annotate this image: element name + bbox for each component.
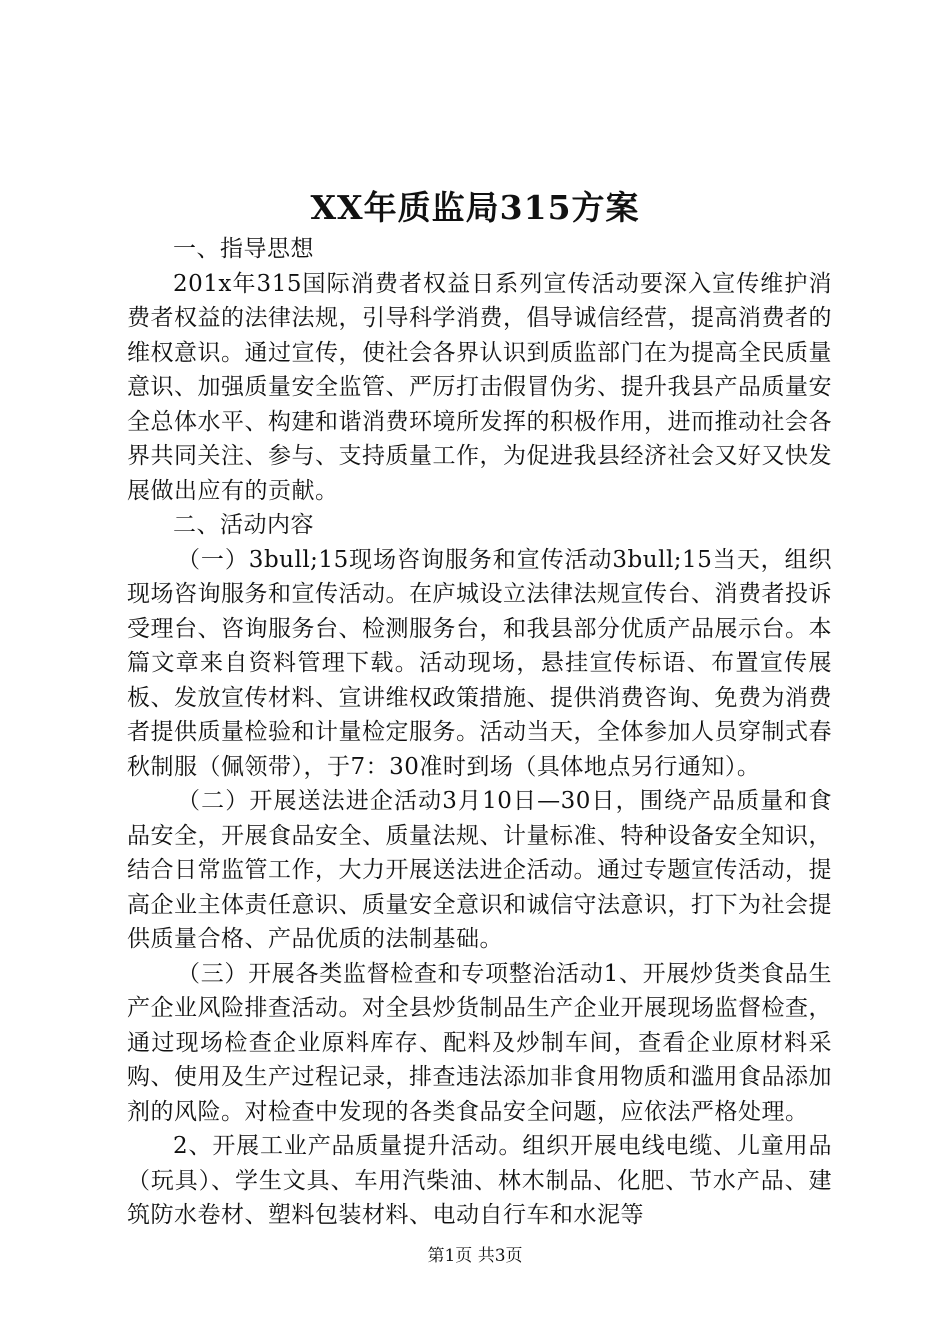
- section-heading-activity-content: 二、活动内容: [173, 512, 314, 538]
- paragraph-activity-1: （一）3bull;15现场咨询服务和宣传活动3bull;15当天，组织现场咨询服务和宣传活动。在庐城设立法律法规宣传台、消费者投诉受理台、咨询服务台、检测服务台，和我县部分优质产品展示台。本篇文章来自资料管理下载。活动现场，悬挂宣传标语、布置宣传展板、发放宣传材料、宣讲维权政策措施、提供消费咨询、免费为消费者提供质量检验和计量检定服务。活动当天，全体参加人员穿制式春秋制服（佩领带），于7：30准时到场（具体地点另行通知）。: [127, 546, 832, 780]
- paragraph-activity-3-item-2: 2、开展工业产品质量提升活动。组织开展电线电缆、儿童用品（玩具）、学生文具、车用汽柴油、林木制品、化肥、节水产品、建筑防水卷材、塑料包装材料、电动自行车和水泥等: [127, 1133, 832, 1228]
- paragraph-activity-2: （二）开展送法进企活动3月10日—30日，围绕产品质量和食品安全，开展食品安全、质量法规、计量标准、特种设备安全知识，结合日常监管工作，大力开展送法进企活动。通过专题宣传活动，提高企业主体责任意识、质量安全意识和诚信守法意识，打下为社会提供质量合格、产品优质的法制基础。: [127, 788, 832, 952]
- section-heading-guiding-thought: 一、指导思想: [173, 236, 314, 262]
- page-footer: 第1页 共3页: [427, 1246, 523, 1266]
- document-title: XX年质监局315方案: [310, 188, 640, 227]
- document-body: [127, 232, 832, 1233]
- paragraph-activity-3: （三）开展各类监督检查和专项整治活动1、开展炒货类食品生产企业风险排查活动。对全县炒货制品生产企业开展现场监督检查，通过现场检查企业原料库存、配料及炒制车间，查看企业原材料采购、使用及生产过程记录，排查违法添加非食用物质和滥用食品添加剂的风险。对检查中发现的各类食品安全问题，应依法严格处理。: [127, 960, 832, 1125]
- paragraph-guiding-thought: 201x年315国际消费者权益日系列宣传活动要深入宣传维护消费者权益的法律法规，引导科学消费，倡导诚信经营，提高消费者的维权意识。通过宣传，使社会各界认识到质监部门在为提高全民质量意识、加强质量安全监管、严厉打击假冒伪劣、提升我县产品质量安全总体水平、构建和谐消费环境所发挥的积极作用，进而推动社会各界共同关注、参与、支持质量工作，为促进我县经济社会又好又快发展做出应有的贡献。: [127, 270, 832, 504]
